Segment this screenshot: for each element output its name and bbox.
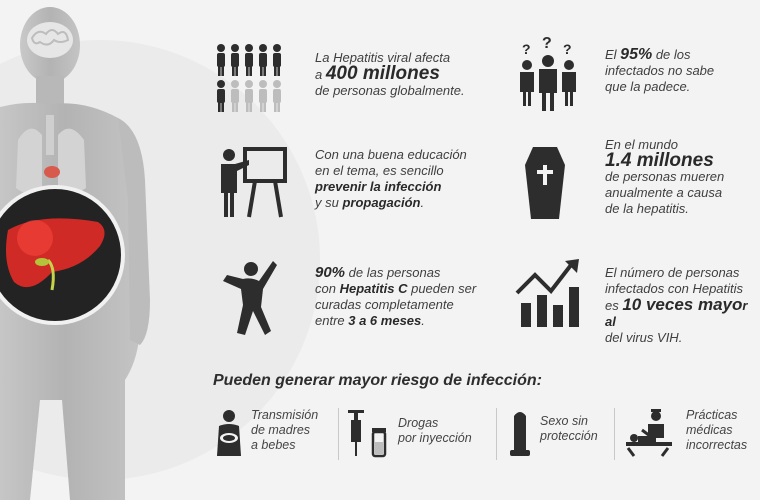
risk-section-title: Pueden generar mayor riesgo de infección: [213,372,542,389]
risk-divider [338,408,339,460]
medical-procedure-icon [624,408,676,458]
mother-baby-icon [213,408,245,458]
fact-global-infected: La Hepatitis viral afecta a 400 millones de personas globalmente. [215,42,475,117]
risk-divider [496,408,497,460]
fact-vs-hiv: El número de personas infectados con Hepatitis es 10 veces mayor al del virus VIH. [515,255,755,340]
growth-chart-icon [515,255,583,329]
teacher-board-icon [215,145,291,221]
fact6-highlight: 10 veces mayo [622,295,743,314]
svg-text:?: ? [522,41,531,57]
fact-education: Con una buena educación en el tema, es sencillo prevenir la infección y su propagación. [215,145,485,225]
fact1-line3: de personas globalmente. [315,83,465,98]
risk-divider [614,408,615,460]
risk-unprotected-sex: Sexo sin protección [506,404,616,464]
confused-people-icon [515,35,583,115]
svg-text:?: ? [542,35,552,52]
people-group-icon [215,42,295,114]
condom-icon [508,410,532,458]
fact3-highlight: prevenir la infección [315,179,442,194]
fact5-highlight: 90% [315,264,346,281]
fact4-highlight: 1.4 millones [605,150,714,171]
coffin-icon [515,135,575,221]
fact-unaware: ? ? ? El 95% de los infectados no sabe que la padece. [515,35,755,115]
brain-icon [27,22,73,58]
fact2-highlight: 95% [620,46,653,63]
fact-deaths: En el mundo 1.4 millones de personas mueren anualmente a causa de la hepatitis. [515,135,755,225]
risk-injection-drugs: Drogas por inyección [346,404,496,464]
risk-bad-medical-practices: Prácticas médicas incorrectas [624,404,758,464]
fact1-line1: La Hepatitis viral afecta [315,50,451,65]
svg-text:?: ? [563,41,572,57]
fact1-highlight: 400 millones [325,63,440,84]
risk-mother-baby: Transmisión de madres a bebes [213,404,338,464]
fact-cure: 90% de las personas con Hepatitis C pueden ser curadas completamente entre 3 a 6 meses. [215,255,495,340]
syringe-icon [346,408,390,458]
cheering-person-icon [215,255,285,339]
body-silhouette [0,0,210,500]
